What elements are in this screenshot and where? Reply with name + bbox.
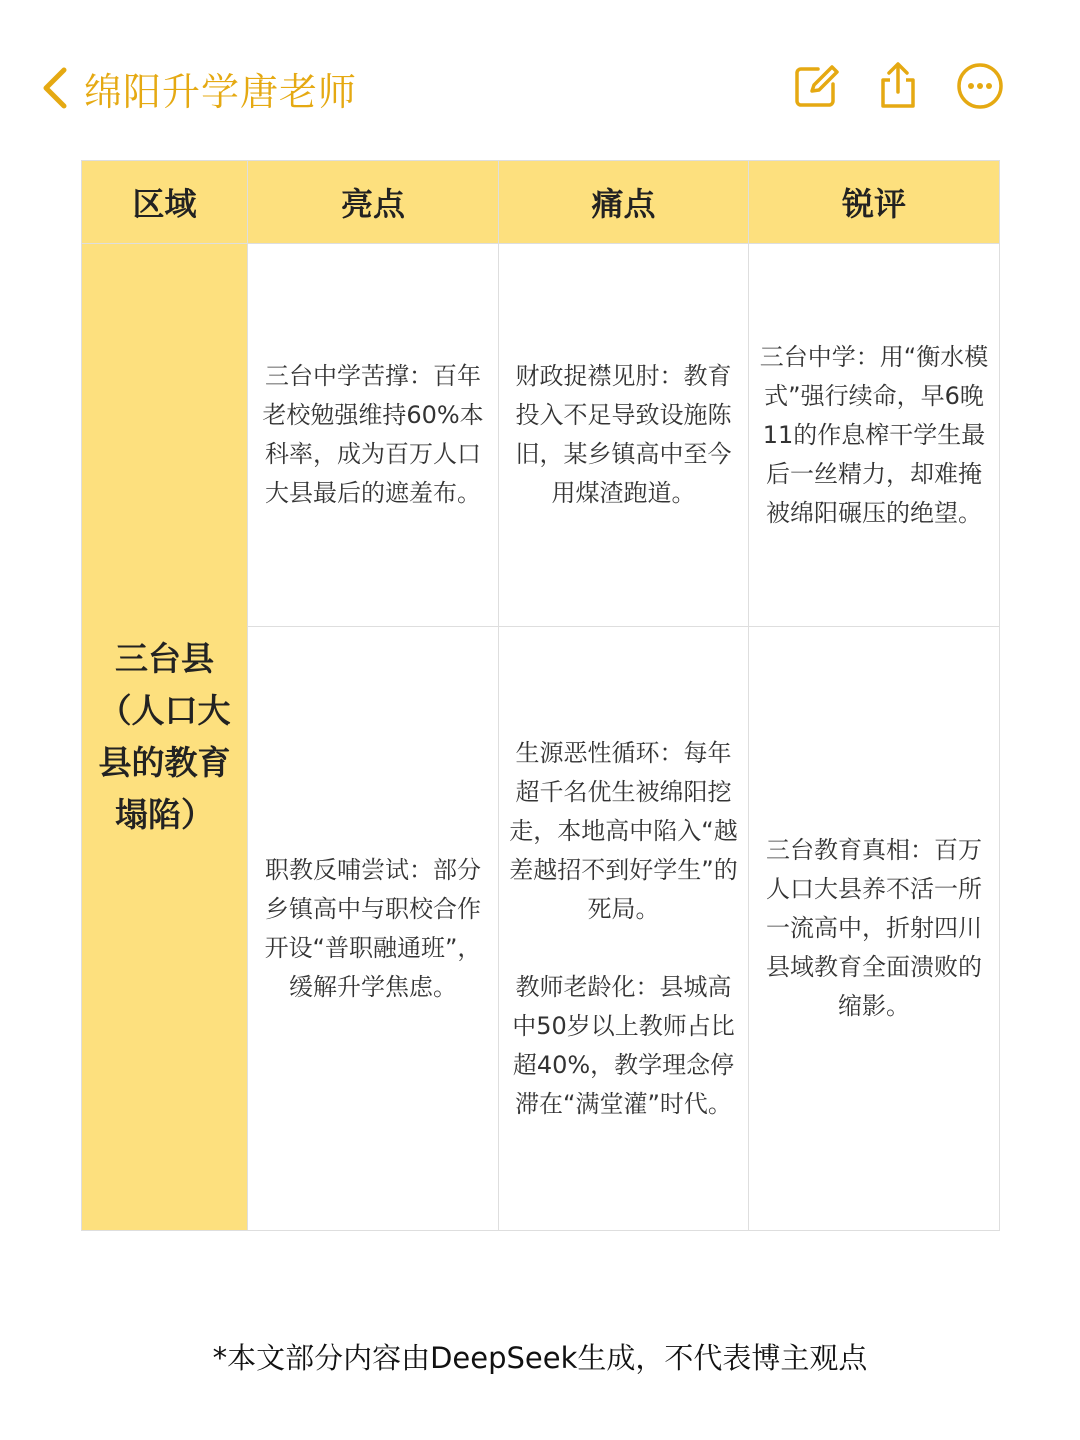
share-icon xyxy=(872,60,924,112)
pain-point-cell xyxy=(499,627,749,1231)
edit-button[interactable] xyxy=(790,60,842,112)
chevron-left-icon xyxy=(36,64,72,112)
paragraph-gap xyxy=(507,929,740,968)
top-bar xyxy=(0,0,1080,170)
page-title: 绵阳升学唐老师 xyxy=(84,69,358,114)
pain-point-text: 生源恶性循环：每年超千名优生被绵阳挖走，本地高中陷入“越差越招不到好学生”的死局。 xyxy=(509,738,738,923)
pain-point-cell: 财政捉襟见肘：教育投入不足导致设施陈旧，某乡镇高中至今用煤渣跑道。 xyxy=(499,244,749,627)
table-header-row xyxy=(82,161,1000,244)
region-cell: 三台县（人口大县的教育塌陷） xyxy=(82,244,248,1231)
column-header-region: 区域 xyxy=(82,161,248,244)
table-row xyxy=(82,244,1000,627)
more-button[interactable] xyxy=(954,60,1006,112)
review-cell: 三台教育真相：百万人口大县养不活一所一流高中，折射四川县域教育全面溃败的缩影。 xyxy=(749,627,1000,1231)
pain-point-text: 教师老龄化：县城高中50岁以上教师占比超40%，教学理念停滞在“满堂灌”时代。 xyxy=(512,972,735,1118)
comparison-table xyxy=(81,160,1000,1231)
back-button[interactable] xyxy=(36,58,357,118)
disclaimer-footnote: *本文部分内容由DeepSeek生成，不代表博主观点 xyxy=(212,1341,868,1375)
highlight-cell: 职教反哺尝试：部分乡镇高中与职校合作开设“普职融通班”，缓解升学焦虑。 xyxy=(248,627,499,1231)
highlight-cell: 三台中学苦撑：百年老校勉强维持60%本科率，成为百万人口大县最后的遮羞布。 xyxy=(248,244,499,627)
more-icon xyxy=(954,60,1006,112)
review-cell: 三台中学：用“衡水模式”强行续命，早6晚11的作息榨干学生最后一丝精力，却难掩被绵阳碾压的绝望。 xyxy=(749,244,1000,627)
column-header-pain-points: 痛点 xyxy=(499,161,749,244)
edit-icon xyxy=(790,60,842,112)
column-header-highlights: 亮点 xyxy=(248,161,499,244)
share-button[interactable] xyxy=(872,60,924,112)
column-header-review: 锐评 xyxy=(749,161,1000,244)
